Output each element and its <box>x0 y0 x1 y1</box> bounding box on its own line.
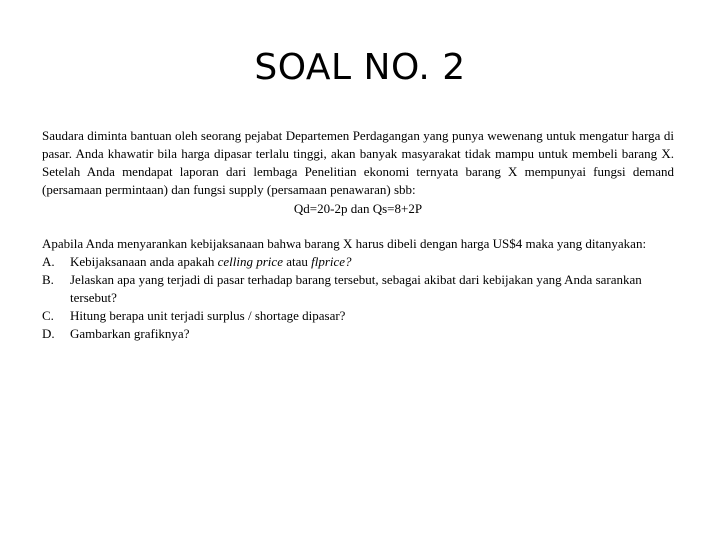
problem-paragraph: Saudara diminta bantuan oleh seorang pejabat Departemen Perdagangan yang punya wewenang untuk mengatur harga di pasar. Anda khawatir bila harga dipasar terlalu tinggi, akan banyak masyarakat tidak mampu untuk membeli barang X. Setelah Anda mendapat laporan dari lembaga Penelitian ekonomi ternyata barang X mempunyai fungsi demand (persamaan permintaan) dan fungsi supply (persamaan penawaran) sbb: <box>42 128 674 197</box>
question-item-c <box>42 307 674 325</box>
question-item-a <box>42 253 674 271</box>
italic-term-floor-price: flprice? <box>311 254 352 269</box>
slide-title: SOAL NO. 2 <box>254 47 466 88</box>
question-intro: Apabila Anda menyarankan kebijaksanaan bahwa barang X harus dibeli dengan harga US$4 maka yang ditanyakan: <box>42 236 647 251</box>
question-letter: A. <box>42 254 55 269</box>
slide-body <box>42 127 674 343</box>
question-item-b <box>42 271 674 307</box>
question-letter: D. <box>42 326 55 341</box>
question-text: Jelaskan apa yang terjadi di pasar terhadap barang tersebut, sebagai akibat dari kebijakan yang Anda sarankan tersebut? <box>70 272 642 305</box>
question-letter: B. <box>42 272 54 287</box>
question-text: Gambarkan grafiknya? <box>70 326 190 341</box>
question-list <box>42 253 674 343</box>
italic-term-celling-price: celling price <box>217 254 283 269</box>
question-text <box>70 253 674 271</box>
question-text: Hitung berapa unit terjadi surplus / shortage dipasar? <box>70 308 346 323</box>
equations-line: Qd=20-2p dan Qs=8+2P <box>293 201 423 216</box>
question-letter: C. <box>42 308 54 323</box>
question-item-d <box>42 325 674 343</box>
question-text-part: atau <box>282 254 312 269</box>
question-text-part: Kebijaksanaan anda apakah <box>70 254 218 269</box>
